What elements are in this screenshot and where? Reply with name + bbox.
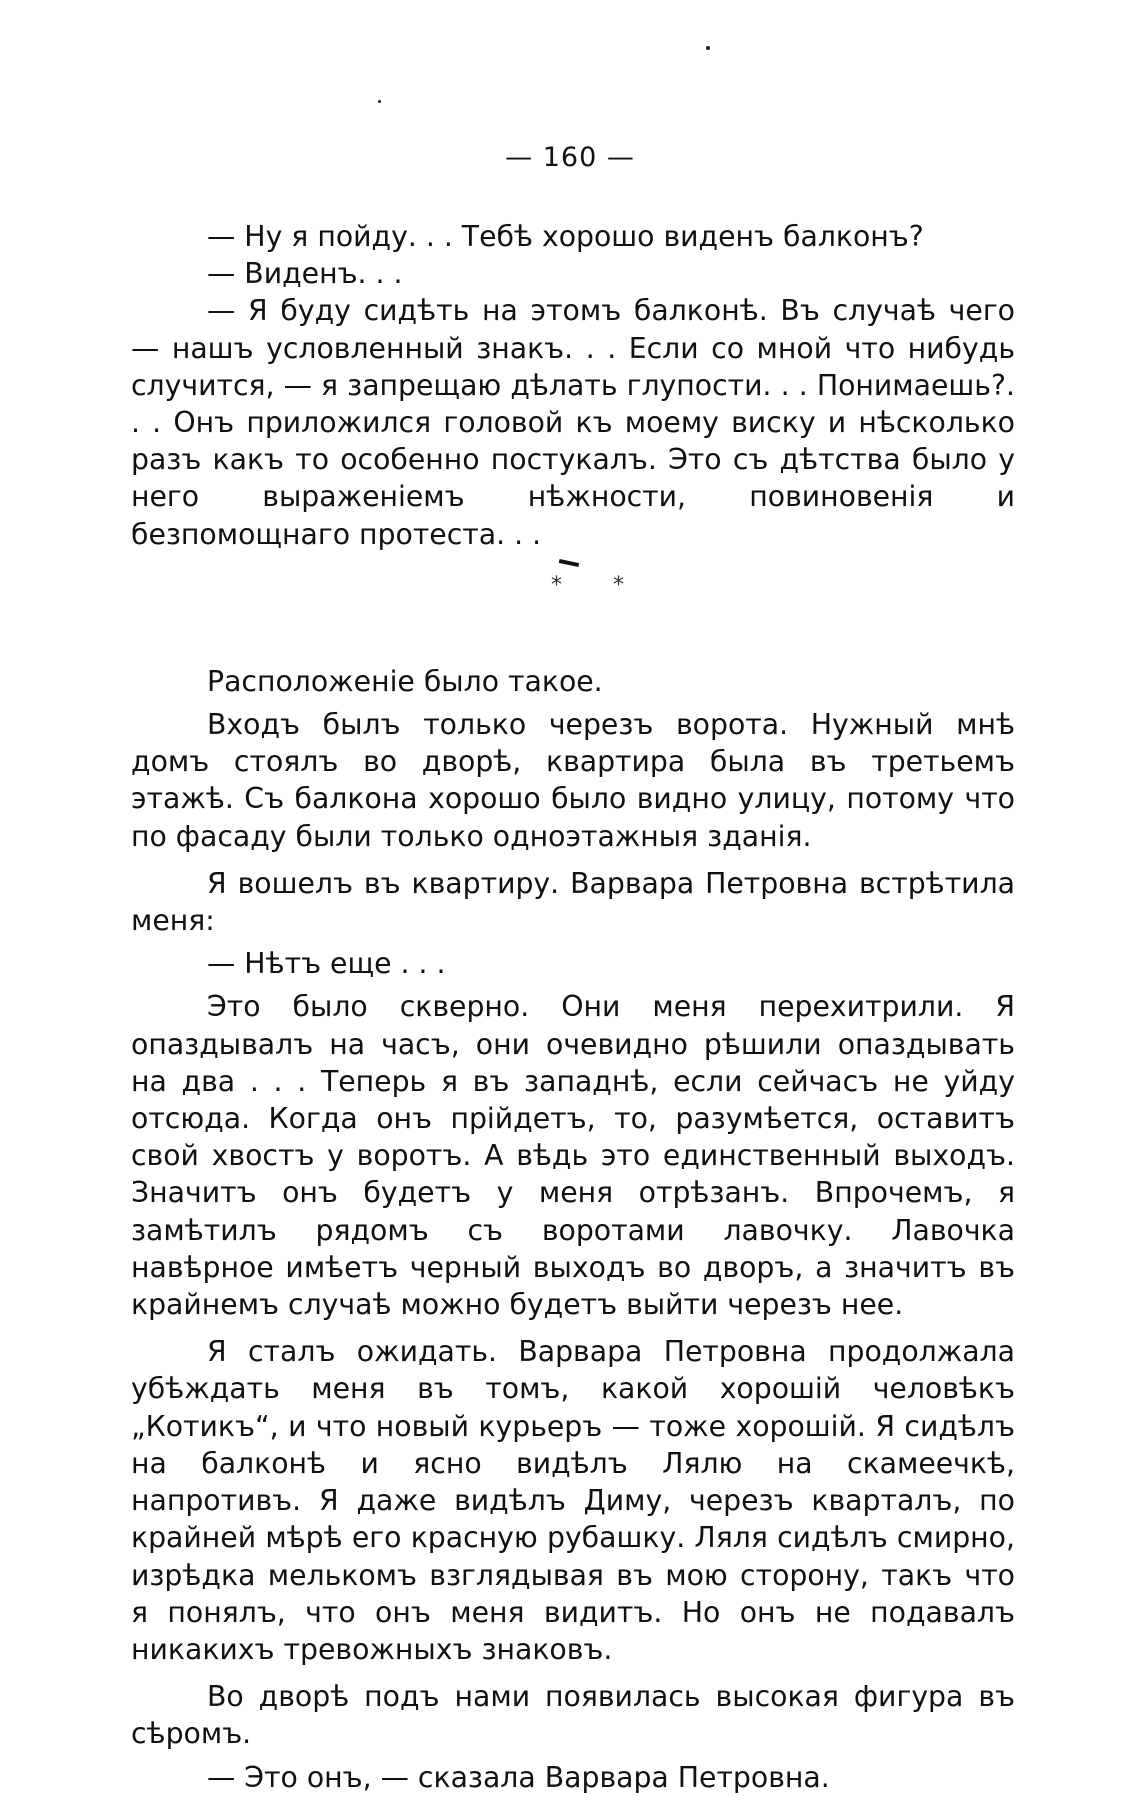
paragraph: Расположеніе было такое. bbox=[207, 664, 603, 698]
paragraph: Я сталъ ожидать. Варвара Петровна продолжала убѣждать меня въ томъ, какой хорошій человѣкъ „Котикъ“, и что новый курьеръ — тоже хорошій. Я сидѣлъ на балконѣ и ясно видѣлъ Лялю на скамеечкѣ, напротивъ. Я даже видѣлъ Диму, черезъ кварталъ, по крайней мѣрѣ его красную рубашку. Ляля сидѣлъ смирно, изрѣдка мелькомъ взглядывая въ мою сторону, такъ что я понялъ, что онъ меня видитъ. Но онъ не подавалъ никакихъ тревожныхъ знаковъ. bbox=[131, 1335, 1015, 1666]
paragraph: — Это онъ, — сказала Варвара Петровна. bbox=[207, 1760, 830, 1794]
paragraph: — Ну я пойду. . . Тебѣ хорошо виденъ балконъ? bbox=[207, 220, 924, 253]
paragraph: Во дворѣ подъ нами появилась высокая фигура въ сѣромъ. bbox=[131, 1680, 1015, 1751]
paragraph: Входъ былъ только черезъ ворота. Нужный мнѣ домъ стоялъ во дворѣ, квартира была въ третьемъ этажѣ. Съ балкона хорошо было видно улицу, потому что по фасаду были только одноэтажныя зданія. bbox=[131, 708, 1015, 853]
paragraph: — Нѣтъ еще . . . bbox=[207, 947, 446, 981]
section-break-ornament bbox=[131, 553, 1015, 663]
page-number: — 160 — bbox=[505, 142, 635, 173]
print-speck bbox=[378, 100, 381, 103]
paragraph: — Я буду сидѣть на этомъ балконѣ. Въ случаѣ чего — нашъ условленный знакъ. . . Если со мной что нибудь случится, — я запрещаю дѣлать глупости. . . Понимаешь?. . . Онъ приложился головой къ моему виску и нѣсколько разъ какъ то особенно постукалъ. Это съ дѣтства было у него выраженіемъ нѣжности, повиновенія и безпомощнаго протеста. . . bbox=[131, 294, 1015, 551]
paragraph: — Виденъ. . . bbox=[207, 257, 403, 291]
body-text bbox=[131, 218, 1015, 1796]
ornament-dash bbox=[559, 559, 579, 567]
asterisks: * * bbox=[551, 572, 646, 598]
print-speck bbox=[706, 46, 710, 50]
paragraph: Это было скверно. Они меня перехитрили. Я опаздывалъ на часъ, они очевидно рѣшили опаздывать на два . . . Теперь я въ западнѣ, если сейчасъ не уйду отсюда. Когда онъ прійдетъ, то, разумѣется, оставитъ свой хвостъ у воротъ. А вѣдь это единственный выходъ. Значитъ онъ будетъ у меня отрѣзанъ. Впрочемъ, я замѣтилъ рядомъ съ воротами лавочку. Лавочка навѣрное имѣетъ черный выходъ во дворъ, а значитъ въ крайнемъ случаѣ можно будетъ выйти черезъ нее. bbox=[131, 990, 1015, 1322]
paragraph: Я вошелъ въ квартиру. Варвара Петровна встрѣтила меня: bbox=[131, 866, 1015, 938]
